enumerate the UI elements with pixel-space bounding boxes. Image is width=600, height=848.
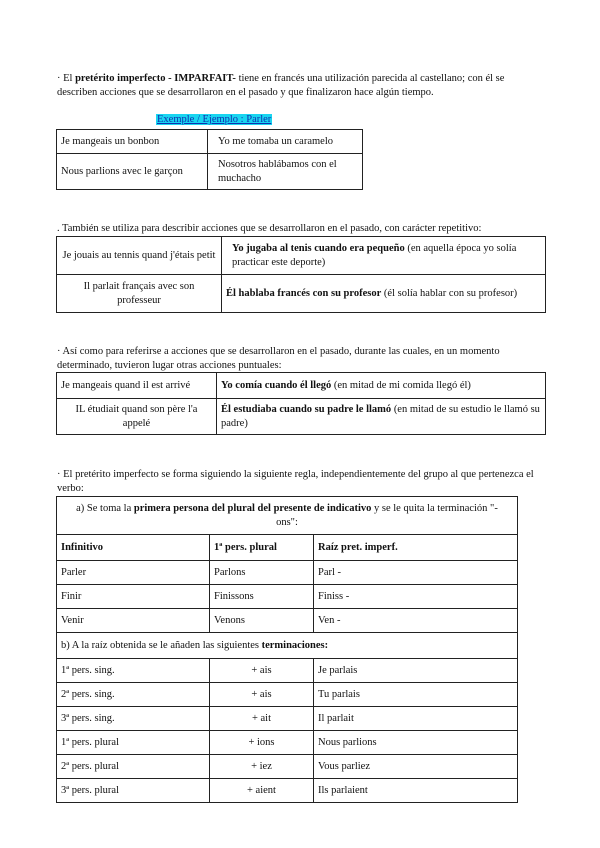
example-cell: Ils parlaient xyxy=(314,779,518,803)
example-link[interactable]: Exemple / Ejemplo : Parler xyxy=(157,114,272,125)
header-infinitivo: Infinitivo xyxy=(57,535,210,561)
example-cell: Je parlais xyxy=(314,659,518,683)
table-row xyxy=(57,237,546,275)
table-row xyxy=(57,659,518,683)
example-cell: Tu parlais xyxy=(314,683,518,707)
infinitive-cell: Venir xyxy=(57,609,210,633)
es-cell: Yo jugaba al tenis cuando era pequeño (en aquella época yo solía practicar este deporte) xyxy=(222,237,546,275)
person-cell: 3ª pers. plural xyxy=(57,779,210,803)
ending-cell: + iez xyxy=(210,755,314,779)
punctual-paragraph: · Así como para referirse a acciones que se desarrollaron en el pasado, durante las cuales, en un momento determinado, tuvieron lugar otras acciones puntuales: xyxy=(57,346,500,371)
table-row xyxy=(57,609,518,633)
fr-cell: Je mangeais quand il est arrivé xyxy=(57,373,217,399)
rule-a-cell: a) Se toma la primera persona del plural del presente de indicativo y se le quita la terminación "-ons": xyxy=(57,497,518,535)
example-cell: Il parlait xyxy=(314,707,518,731)
ending-cell: + aient xyxy=(210,779,314,803)
plural-cell: Venons xyxy=(210,609,314,633)
header-row xyxy=(57,535,518,561)
rule-paragraph: · El pretérito imperfecto se forma siguiendo la siguiente regla, independientemente del grupo al que pertenezca el verbo: xyxy=(57,469,534,494)
rule-a-row xyxy=(57,497,518,535)
stem-cell: Finiss - xyxy=(314,585,518,609)
table-row xyxy=(57,585,518,609)
plural-cell: Parlons xyxy=(210,561,314,585)
person-cell: 2ª pers. sing. xyxy=(57,683,210,707)
ending-cell: + ions xyxy=(210,731,314,755)
person-cell: 2ª pers. plural xyxy=(57,755,210,779)
infinitive-cell: Finir xyxy=(57,585,210,609)
rule-b-cell: b) A la raíz obtenida se le añaden las siguientes terminaciones: xyxy=(57,633,518,659)
person-cell: 3ª pers. sing. xyxy=(57,707,210,731)
intro-text: tiene en francés una utilización parecida al castellano; con él se describen acciones que se desarrollaron en el pasado y que finalizaron hace algún tiempo. xyxy=(57,73,505,98)
repetitive-paragraph: . También se utiliza para describir acciones que se desarrollaron en el pasado, con carácter repetitivo: xyxy=(57,223,482,234)
plural-cell: Finissons xyxy=(210,585,314,609)
table-row xyxy=(57,154,363,190)
table-row xyxy=(57,755,518,779)
fr-cell: Il parlait français avec son professeur xyxy=(57,275,222,313)
intro-bold: pretérito imperfecto - IMPARFAIT- xyxy=(75,73,236,84)
fr-cell: Je jouais au tennis quand j'étais petit xyxy=(57,237,222,275)
repetitive-table xyxy=(56,236,546,313)
es-cell: Él hablaba francés con su profesor (él solía hablar con su profesor) xyxy=(222,275,546,313)
person-cell: 1ª pers. plural xyxy=(57,731,210,755)
example-cell: Nous parlions xyxy=(314,731,518,755)
table-row xyxy=(57,275,546,313)
intro-paragraph xyxy=(57,72,547,100)
person-cell: 1ª pers. sing. xyxy=(57,659,210,683)
table-row xyxy=(57,779,518,803)
table-row xyxy=(57,683,518,707)
infinitive-cell: Parler xyxy=(57,561,210,585)
fr-cell: Nous parlions avec le garçon xyxy=(57,154,208,190)
ending-cell: + ait xyxy=(210,707,314,731)
stem-cell: Parl - xyxy=(314,561,518,585)
es-cell: Yo comía cuando él llegó (en mitad de mi comida llegó él) xyxy=(217,373,546,399)
fr-cell: IL étudiait quand son père l'a appelé xyxy=(57,399,217,435)
header-plural: 1ª pers. plural xyxy=(210,535,314,561)
example-cell: Vous parliez xyxy=(314,755,518,779)
ending-cell: + ais xyxy=(210,659,314,683)
ending-cell: + ais xyxy=(210,683,314,707)
table-row xyxy=(57,399,546,435)
header-raiz: Raíz pret. imperf. xyxy=(314,535,518,561)
intro-prefix: · El xyxy=(57,73,76,84)
punctual-table xyxy=(56,372,546,435)
table-row xyxy=(57,731,518,755)
table-row xyxy=(57,373,546,399)
fr-cell: Je mangeais un bonbon xyxy=(57,130,208,154)
es-cell: Él estudiaba cuando su padre le llamó (en mitad de su estudio le llamó su padre) xyxy=(217,399,546,435)
stem-cell: Ven - xyxy=(314,609,518,633)
table-row xyxy=(57,707,518,731)
es-cell: Nosotros hablábamos con el muchacho xyxy=(208,154,363,190)
es-cell: Yo me tomaba un caramelo xyxy=(208,130,363,154)
table-row xyxy=(57,561,518,585)
example-table xyxy=(56,129,363,190)
table-row xyxy=(57,130,363,154)
conjugation-table xyxy=(56,496,518,803)
rule-b-row xyxy=(57,633,518,659)
